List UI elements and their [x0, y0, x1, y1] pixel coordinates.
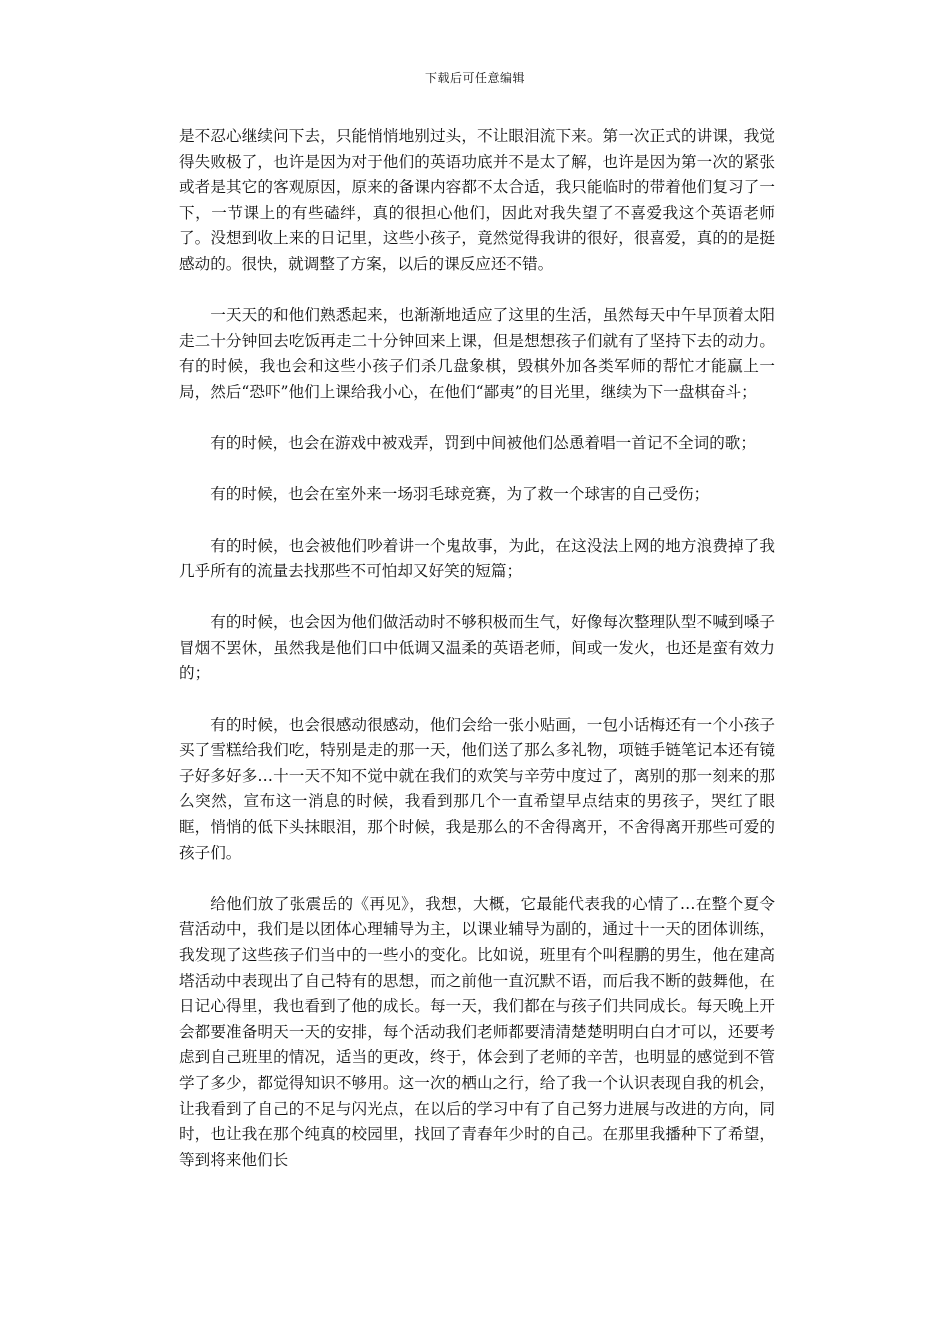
paragraph-3: 有的时候，也会在游戏中被戏弄，罚到中间被他们怂恿着唱一首记不全词的歌；	[210, 434, 756, 453]
page-header: 下载后可任意编辑	[424, 71, 525, 85]
paragraph-6: 有的时候，也会因为他们做活动时不够积极而生气，好像每次整理队型不喊到嗓子冒烟不罢休，虽然我是他们口中低调又温柔的英语老师，间或一发火，也还是蛮有效力的；	[179, 613, 775, 683]
paragraph-4: 有的时候，也会在室外来一场羽毛球竞赛，为了救一个球害的自己受伤；	[210, 485, 710, 504]
paragraph-7: 有的时候，也会很感动很感动，他们会给一张小贴画，一包小话梅还有一个小孩子买了雪糕给我们吃，特别是走的那一天，他们送了那么多礼物，项链手链笔记本还有镜子好多好多…十一天不知不觉中就在我们的欢笑与辛劳中度过了，离别的那一刻来的那么突然，宣布这一消息的时候，我看到那几个一直希望早点结束的男孩子，哭红了眼眶，悄悄的低下头抹眼泪，那个时候，我是那么的不舍得离开，不舍得离开那些可爱的孩子们。	[179, 715, 775, 862]
paragraph-2: 一天天的和他们熟悉起来，也渐渐地适应了这里的生活，虽然每天中午早顶着太阳走二十分钟回去吃饭再走二十分钟回来上课，但是想想孩子们就有了坚持下去的动力。有的时候，我也会和这些小孩子们杀几盘象棋，毁棋外加各类军师的帮忙才能赢上一局，然后“恐吓”他们上课给我小心，在他们“鄙夷”的目光里，继续为下一盘棋奋斗；	[179, 306, 775, 401]
document-body	[179, 124, 775, 1199]
paragraph-5: 有的时候，也会被他们吵着讲一个鬼故事，为此，在这没法上网的地方浪费掉了我几乎所有的流量去找那些不可怕却又好笑的短篇；	[179, 536, 775, 581]
paragraph-8: 给他们放了张震岳的《再见》，我想，大概，它最能代表我的心情了…在整个夏令营活动中，我们是以团体心理辅导为主，以课业辅导为副的，通过十一天的团体训练，我发现了这些孩子们当中的一些小的变化。比如说，班里有个叫程鹏的男生，他在建高塔活动中表现出了自己特有的思想，而之前他一直沉默不语，而后我不断的鼓舞他，在日记心得里，我也看到了他的成长。每一天，我们都在与孩子们共同成长。每天晚上开会都要准备明天一天的安排，每个活动我们老师都要清清楚楚明明白白才可以，还要考虑到自己班里的情况，适当的更改，终于，体会到了老师的辛苦，也明显的感觉到不管学了多少，都觉得知识不够用。这一次的栖山之行，给了我一个认识表现自我的机会，让我看到了自己的不足与闪光点，在以后的学习中有了自己努力进展与改进的方向，同时，也让我在那个纯真的校园里，找回了青春年少时的自己。在那里我播种下了希望，等到将来他们长	[179, 894, 775, 1169]
paragraph-1: 是不忍心继续问下去，只能悄悄地别过头，不让眼泪流下来。第一次正式的讲课，我觉得失败极了，也许是因为对于他们的英语功底并不是太了解，也许是因为第一次的紧张或者是其它的客观原因，原来的备课内容都不太合适，我只能临时的带着他们复习了一下，一节课上的有些磕绊，真的很担心他们，因此对我失望了不喜爱我这个英语老师了。没想到收上来的日记里，这些小孩子，竟然觉得我讲的很好，很喜爱，真的的是挺感动的。很快，就调整了方案，以后的课反应还不错。	[179, 127, 775, 273]
